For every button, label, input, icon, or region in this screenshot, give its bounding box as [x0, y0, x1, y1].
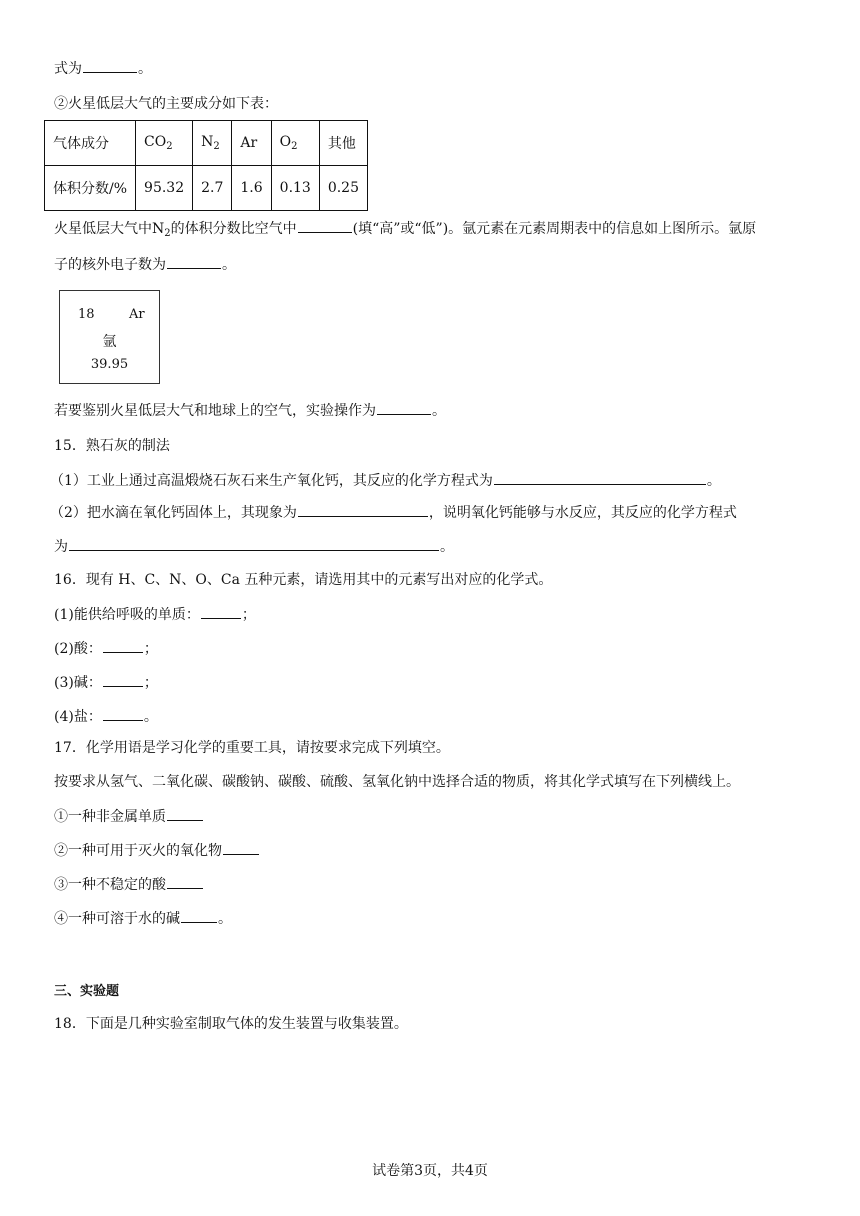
identify-line: 若要鉴别火星低层大气和地球上的空气，实验操作为 。	[54, 400, 446, 421]
table-cell: 0.25	[319, 166, 367, 211]
answer-blank[interactable]	[69, 536, 439, 551]
gas-composition-table	[44, 120, 368, 211]
table-intro: ②火星低层大气的主要成分如下表：	[54, 96, 278, 112]
question-16-4: (4)盐： 。	[54, 706, 158, 727]
question-15-2-cont: 为 。	[54, 536, 454, 557]
question-17-4: ④一种可溶于水的碱 。	[54, 908, 232, 929]
table-row	[45, 166, 368, 211]
question-15-1: （1）工业上通过高温煅烧石灰石来生产氧化钙，其反应的化学方程式为 。	[50, 470, 721, 491]
question-17-intro: 按要求从氢气、二氧化碳、碳酸钠、碳酸、硫酸、氢氧化钠中选择合适的物质，将其化学式填写在下列横线上。	[54, 774, 740, 790]
atomic-number: 18	[78, 307, 95, 322]
answer-blank[interactable]	[167, 874, 203, 889]
answer-blank[interactable]	[103, 638, 143, 653]
text: 式为	[54, 61, 82, 77]
section-heading: 三、实验题	[54, 984, 120, 999]
element-name: 氩	[102, 334, 117, 350]
page-footer: 试卷第3页，共4页	[372, 1163, 488, 1179]
answer-blank[interactable]	[298, 218, 352, 233]
table-header-cell: Ar	[232, 121, 271, 166]
table-header-cell: 气体成分	[45, 121, 136, 166]
table-row-label: 体积分数/%	[45, 166, 136, 211]
periodic-element-card	[59, 290, 160, 384]
answer-blank[interactable]	[494, 470, 706, 485]
question-17-1: ①一种非金属单质	[54, 806, 204, 827]
answer-blank[interactable]	[181, 908, 217, 923]
question-15-2: （2）把水滴在氧化钙固体上，其现象为 ，说明氧化钙能够与水反应，其反应的化学方程式	[50, 502, 737, 523]
table-header-cell: $O_2$	[271, 121, 319, 166]
question-17-3: ③一种不稳定的酸	[54, 874, 204, 895]
mars-n2-line: 火星低层大气中$N_2$的体积分数比空气中 (填“高”或“低”)。氩元素在元素周期表中的信息如上图所示。氩原	[54, 218, 756, 244]
electron-count-line: 子的核外电子数为 。	[54, 254, 236, 275]
table-header-cell: $N_2$	[193, 121, 232, 166]
table-header-cell: 其他	[319, 121, 367, 166]
table-cell: 2.7	[193, 166, 232, 211]
question-16-3: (3)碱： ；	[54, 672, 158, 693]
answer-blank[interactable]	[223, 840, 259, 855]
element-symbol: Ar	[129, 307, 145, 322]
answer-blank[interactable]	[83, 58, 137, 73]
table-cell: 95.32	[136, 166, 193, 211]
atomic-mass: 39.95	[90, 357, 129, 372]
answer-blank[interactable]	[103, 706, 143, 721]
question-17-2: ②一种可用于灭火的氧化物	[54, 840, 260, 861]
question-17-title: 17．化学用语是学习化学的重要工具，请按要求完成下列填空。	[54, 740, 450, 756]
question-18-title: 18．下面是几种实验室制取气体的发生装置与收集装置。	[54, 1016, 408, 1032]
answer-blank[interactable]	[377, 400, 431, 415]
question-16-title: 16．现有 H、C、N、O、Ca 五种元素，请选用其中的元素写出对应的化学式。	[54, 572, 553, 588]
text: 。	[138, 61, 152, 77]
answer-blank[interactable]	[201, 604, 241, 619]
answer-blank[interactable]	[298, 502, 428, 517]
table-cell: 1.6	[232, 166, 271, 211]
table-row	[45, 121, 368, 166]
line-formula-end	[54, 58, 152, 79]
table-cell: 0.13	[271, 166, 319, 211]
question-16-2: (2)酸： ；	[54, 638, 158, 659]
table-header-cell: $CO_2$	[136, 121, 193, 166]
question-15-title: 15．熟石灰的制法	[54, 438, 170, 454]
question-16-1: (1)能供给呼吸的单质： ；	[54, 604, 256, 625]
answer-blank[interactable]	[103, 672, 143, 687]
answer-blank[interactable]	[167, 806, 203, 821]
answer-blank[interactable]	[167, 254, 221, 269]
